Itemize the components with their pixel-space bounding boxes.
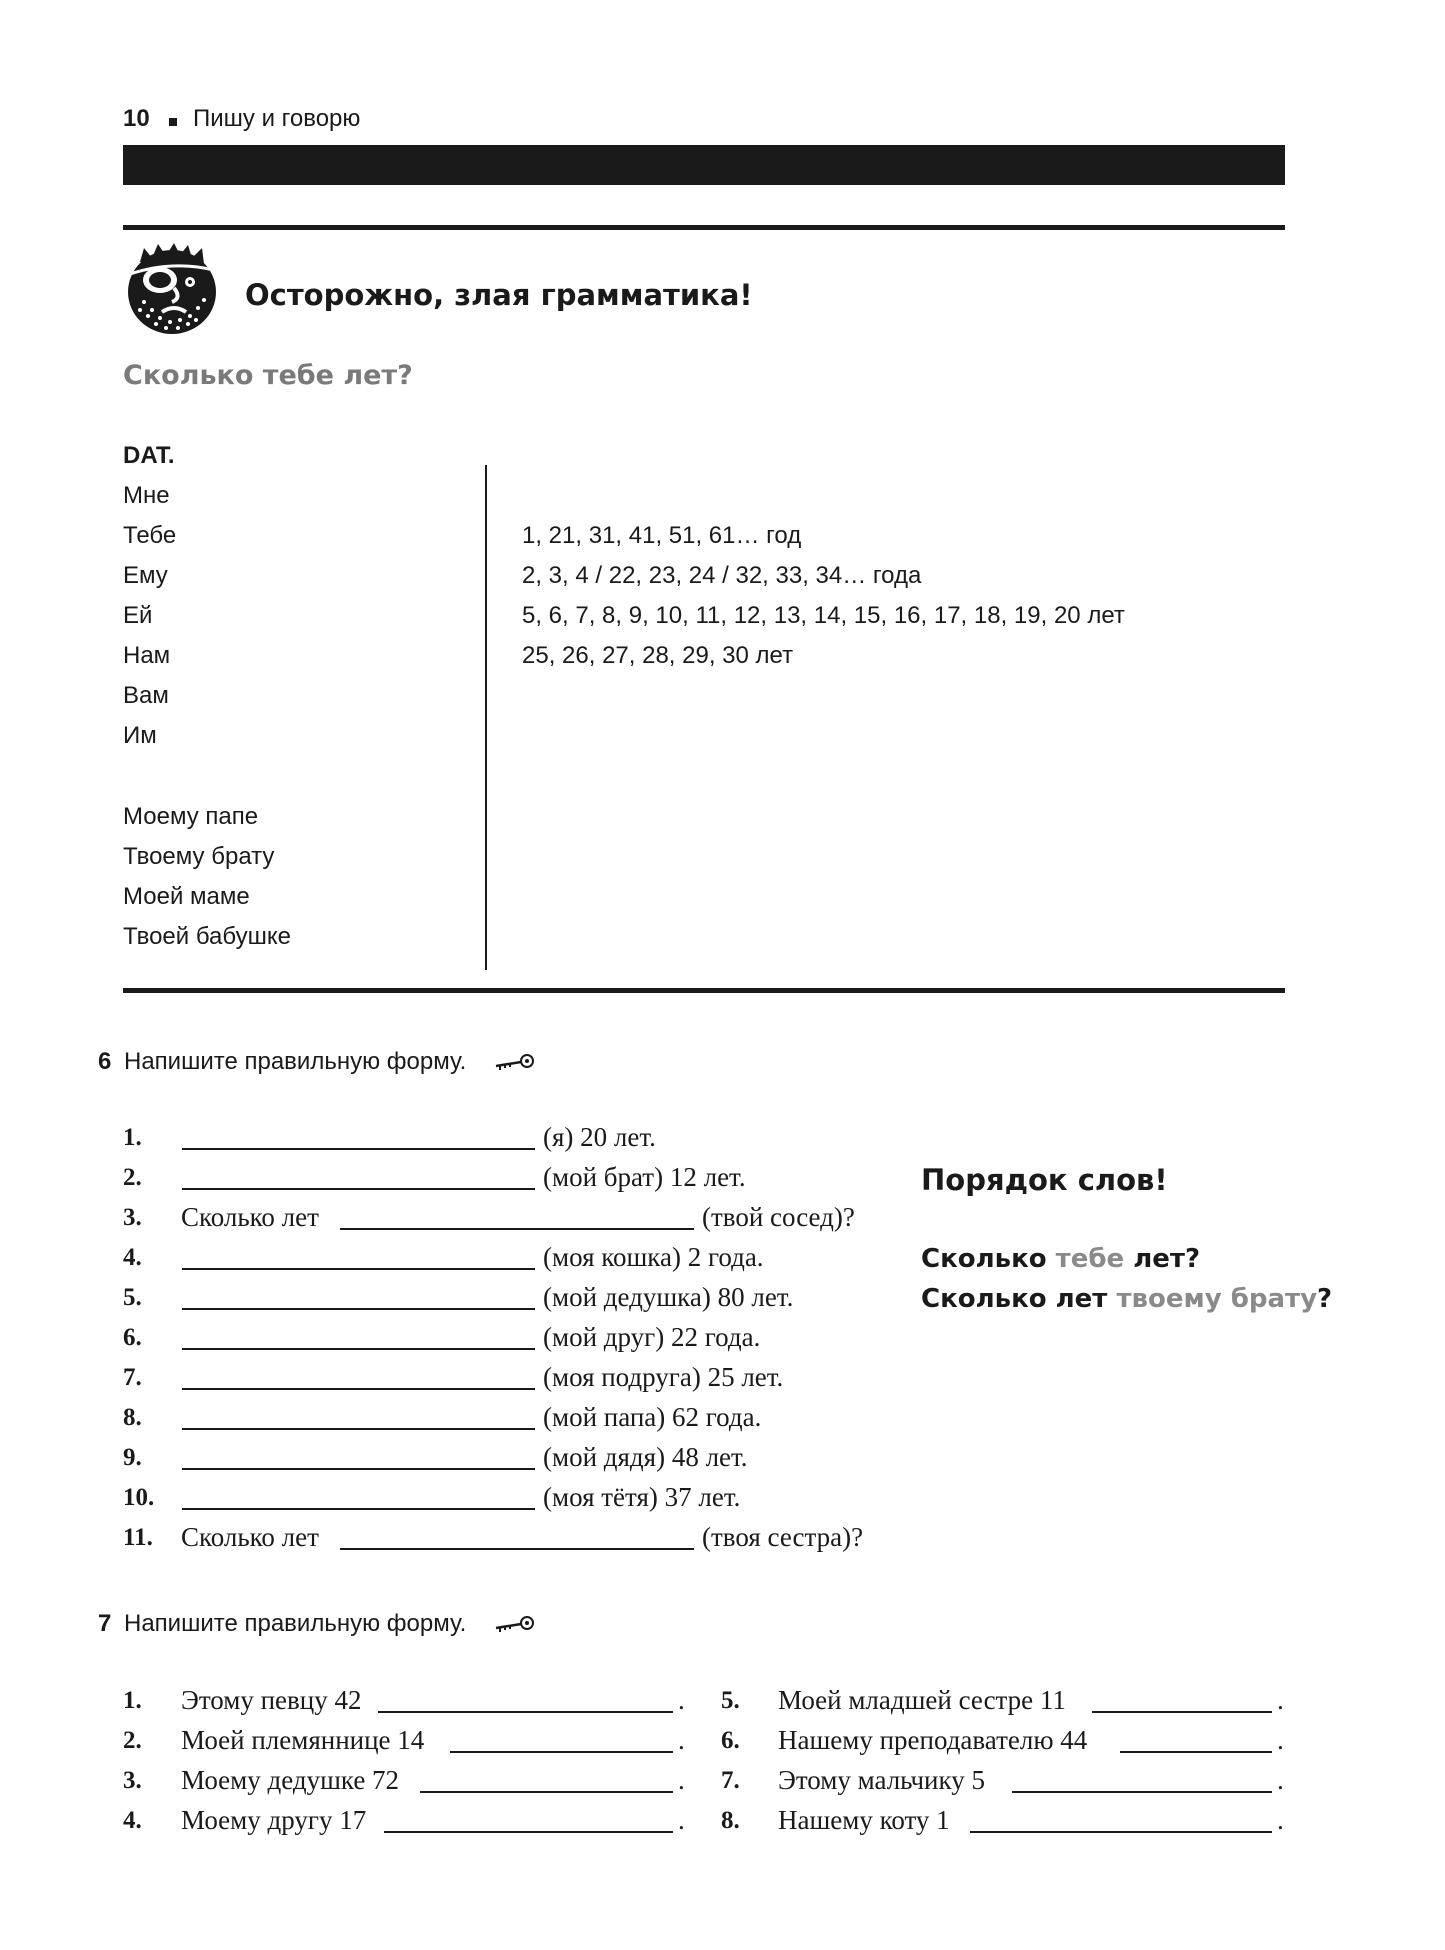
- item-number: 3.: [123, 1767, 142, 1794]
- item-hint: (моя кошка) 2 года.: [543, 1242, 764, 1272]
- key-icon: [492, 1052, 536, 1072]
- item-number: 7.: [721, 1767, 740, 1794]
- grammar-box-bottom-rule: [123, 988, 1285, 993]
- age-rule: 1, 21, 31, 41, 51, 61… год: [522, 522, 802, 549]
- noun-phrase: Моему папе: [123, 803, 259, 830]
- end-mark: .: [678, 1685, 685, 1715]
- word-order-title: Порядок слов!: [921, 1163, 1168, 1197]
- exercise-instruction: Напишите правильную форму.: [124, 1048, 467, 1075]
- item-number: 7.: [123, 1364, 142, 1391]
- exercise-instruction: Напишите правильную форму.: [124, 1610, 467, 1637]
- grammar-box-title: Осторожно, злая грамматика!: [245, 278, 753, 312]
- answer-blank[interactable]: [1092, 1711, 1272, 1713]
- item-text: Моему другу 17: [181, 1805, 367, 1835]
- item-hint: (моя тётя) 37 лет.: [543, 1482, 741, 1512]
- word-order-example: Сколько тебе лет?: [921, 1244, 1201, 1274]
- item-number: 3.: [123, 1204, 142, 1231]
- item-number: 6.: [123, 1324, 142, 1351]
- item-text: Моей племяннице 14: [181, 1725, 425, 1755]
- exercise-number: 6: [98, 1048, 112, 1075]
- item-number: 2.: [123, 1727, 142, 1754]
- item-number: 8.: [721, 1807, 740, 1834]
- end-mark: .: [1277, 1765, 1284, 1795]
- pronoun: Ему: [123, 562, 168, 589]
- header-bar: [123, 145, 1285, 185]
- noun-phrase: Твоей бабушке: [123, 923, 291, 950]
- answer-blank[interactable]: [340, 1548, 694, 1550]
- item-hint: (мой папа) 62 года.: [543, 1402, 762, 1432]
- answer-blank[interactable]: [420, 1791, 673, 1793]
- age-rule: 2, 3, 4 / 22, 23, 24 / 32, 33, 34… года: [522, 562, 922, 589]
- answer-blank[interactable]: [182, 1468, 535, 1470]
- item-number: 9.: [123, 1444, 142, 1471]
- item-text: Нашему преподавателю 44: [778, 1725, 1088, 1755]
- item-number: 1.: [123, 1124, 142, 1151]
- running-title: Пишу и говорю: [193, 105, 361, 132]
- item-prefix: Сколько лет: [181, 1522, 319, 1552]
- grammar-box-top-rule: [123, 225, 1285, 230]
- item-text: Моей младшей сестре 11: [778, 1685, 1066, 1715]
- answer-blank[interactable]: [182, 1308, 535, 1310]
- item-text: Этому певцу 42: [181, 1685, 362, 1715]
- item-number: 5.: [123, 1284, 142, 1311]
- pronoun: Нам: [123, 642, 171, 669]
- item-number: 5.: [721, 1687, 740, 1714]
- end-mark: .: [1277, 1685, 1284, 1715]
- item-hint: (мой дедушка) 80 лет.: [543, 1282, 794, 1312]
- item-hint: (твоя сестра)?: [702, 1522, 864, 1552]
- answer-blank[interactable]: [340, 1228, 694, 1230]
- age-rule: 5, 6, 7, 8, 9, 10, 11, 12, 13, 14, 15, 16, 17, 18, 19, 20 лет: [522, 602, 1125, 629]
- answer-blank[interactable]: [182, 1188, 535, 1190]
- page-number: 10: [123, 105, 150, 132]
- item-hint: (мой брат) 12 лет.: [543, 1162, 746, 1192]
- end-mark: .: [678, 1765, 685, 1795]
- answer-blank[interactable]: [1012, 1791, 1272, 1793]
- pronoun: Мне: [123, 482, 170, 509]
- answer-blank[interactable]: [384, 1831, 673, 1833]
- item-number: 10.: [123, 1484, 155, 1511]
- item-hint: (моя подруга) 25 лет.: [543, 1362, 784, 1392]
- grumpy-face-icon: [122, 240, 222, 340]
- word-order-example: Сколько лет твоему брату?: [921, 1284, 1333, 1314]
- item-text: Моему дедушке 72: [181, 1765, 400, 1795]
- grammar-box-subtitle: Сколько тебе лет?: [123, 360, 413, 391]
- item-text: Нашему коту 1: [778, 1805, 950, 1835]
- item-hint: (твой сосед)?: [702, 1202, 855, 1232]
- item-number: 11.: [123, 1524, 153, 1551]
- item-hint: (мой друг) 22 года.: [543, 1322, 761, 1352]
- column-divider: [485, 465, 487, 970]
- answer-blank[interactable]: [182, 1428, 535, 1430]
- answer-blank[interactable]: [450, 1751, 673, 1753]
- item-number: 2.: [123, 1164, 142, 1191]
- item-hint: (я) 20 лет.: [543, 1122, 656, 1152]
- end-mark: .: [678, 1805, 685, 1835]
- end-mark: .: [1277, 1725, 1284, 1755]
- pronoun: Ей: [123, 602, 153, 629]
- item-hint: (мой дядя) 48 лет.: [543, 1442, 748, 1472]
- item-number: 4.: [123, 1807, 142, 1834]
- item-prefix: Сколько лет: [181, 1202, 319, 1232]
- answer-blank[interactable]: [182, 1388, 535, 1390]
- answer-blank[interactable]: [378, 1711, 673, 1713]
- pronoun: Им: [123, 722, 157, 749]
- key-icon: [492, 1614, 536, 1634]
- answer-blank[interactable]: [182, 1148, 535, 1150]
- answer-blank[interactable]: [1120, 1751, 1272, 1753]
- pronoun: Вам: [123, 682, 169, 709]
- item-text: Этому мальчику 5: [778, 1765, 985, 1795]
- exercise-number: 7: [98, 1610, 112, 1637]
- answer-blank[interactable]: [182, 1508, 535, 1510]
- age-rule: 25, 26, 27, 28, 29, 30 лет: [522, 642, 794, 669]
- item-number: 4.: [123, 1244, 142, 1271]
- item-number: 6.: [721, 1727, 740, 1754]
- noun-phrase: Твоему брату: [123, 843, 275, 870]
- item-number: 1.: [123, 1687, 142, 1714]
- answer-blank[interactable]: [182, 1268, 535, 1270]
- pronoun: Тебе: [123, 522, 177, 549]
- header-bullet: [169, 118, 177, 126]
- end-mark: .: [678, 1725, 685, 1755]
- dat-label: DAT.: [123, 442, 175, 469]
- noun-phrase: Моей маме: [123, 883, 250, 910]
- answer-blank[interactable]: [182, 1348, 535, 1350]
- answer-blank[interactable]: [970, 1831, 1272, 1833]
- item-number: 8.: [123, 1404, 142, 1431]
- end-mark: .: [1277, 1805, 1284, 1835]
